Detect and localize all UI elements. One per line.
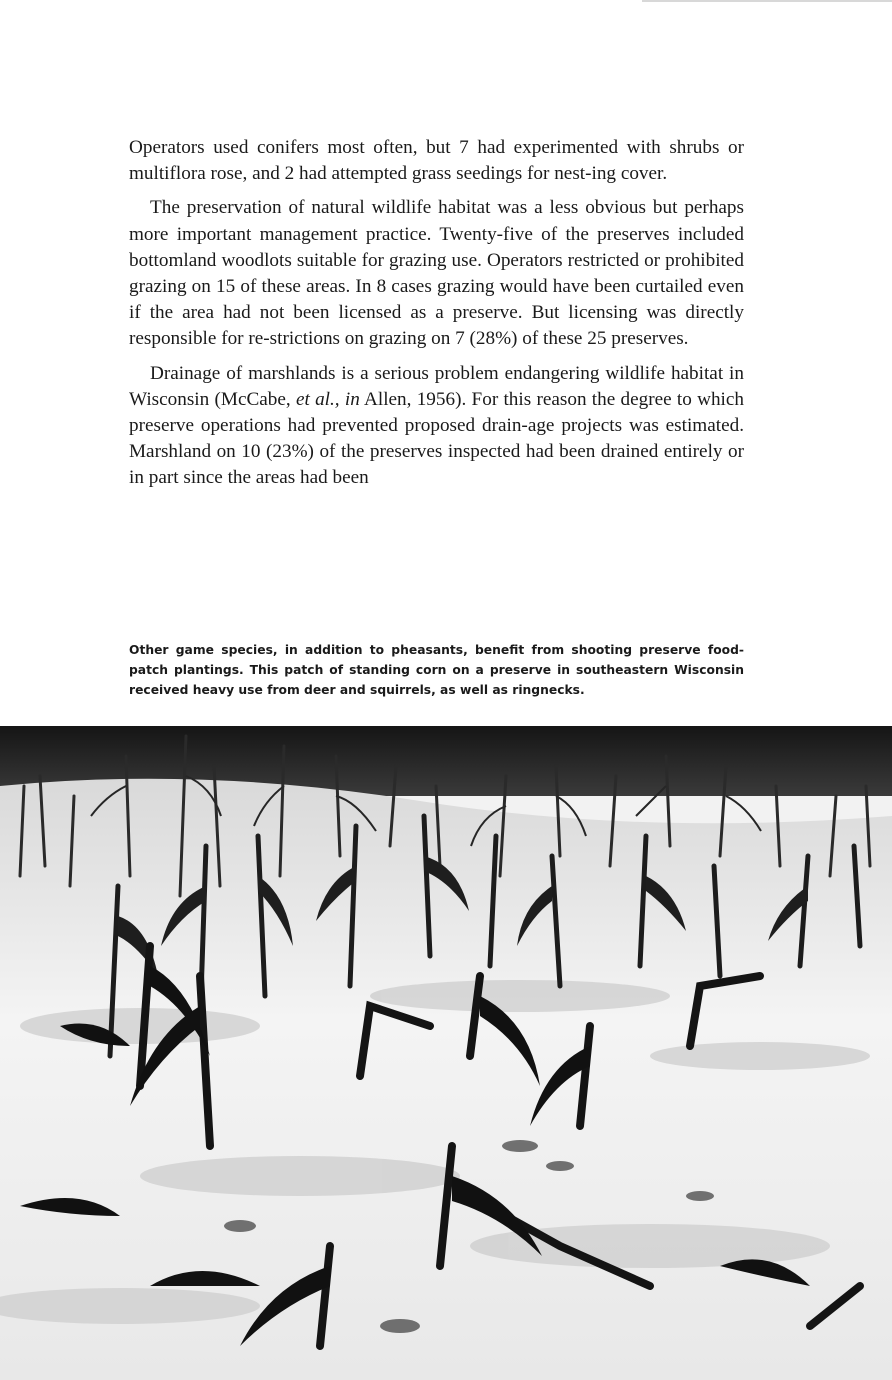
- cornfield-snow-illustration: [0, 726, 892, 1380]
- top-edge-rule: [642, 0, 892, 2]
- paragraph-habitat-preservation: The preservation of natural wildlife habitat was a less obvious but perhaps more important management practice. Twenty-five of the preserves included bottomland woodlots suitable for grazing use. Operators restricted or prohibited grazing on 15 of these areas. In 8 cases grazing would have been curtailed even if the area had not been licensed as a preserve. But licensing was directly responsible for re-strictions on grazing on 7 (28%) of these 25 preserves.: [129, 197, 744, 350]
- paragraph-conifers: Operators used conifers most often, but 7 had experimented with shrubs or multiflora rose, and 2 had attempted grass seedings for nest-ing cover.: [129, 137, 744, 185]
- photo-caption: Other game species, in addition to pheasants, benefit from shooting preserve food-patch plantings. This patch of standing corn on a preserve in southeastern Wisconsin received heavy use from deer and squirrels, as well as ringnecks.: [129, 643, 744, 697]
- cornfield-snow-photo: [0, 726, 892, 1380]
- body-text: [129, 135, 744, 500]
- citation-italic: et al., in: [295, 388, 360, 410]
- paragraph-marsh-drainage-end: Allen, 1956). For this reason the degree to which preserve operations had prevented proposed drain-age projects was estimated. Marshland on 10 (23%) of the preserves inspected had been drained entirely or in part since the areas had been: [129, 388, 744, 489]
- paragraph-marsh-drainage: [129, 361, 744, 492]
- paragraph-marsh-drainage-start: Drainage of marshlands is a serious problem endangering wildlife habitat in Wisconsin (McCabe,: [129, 362, 744, 410]
